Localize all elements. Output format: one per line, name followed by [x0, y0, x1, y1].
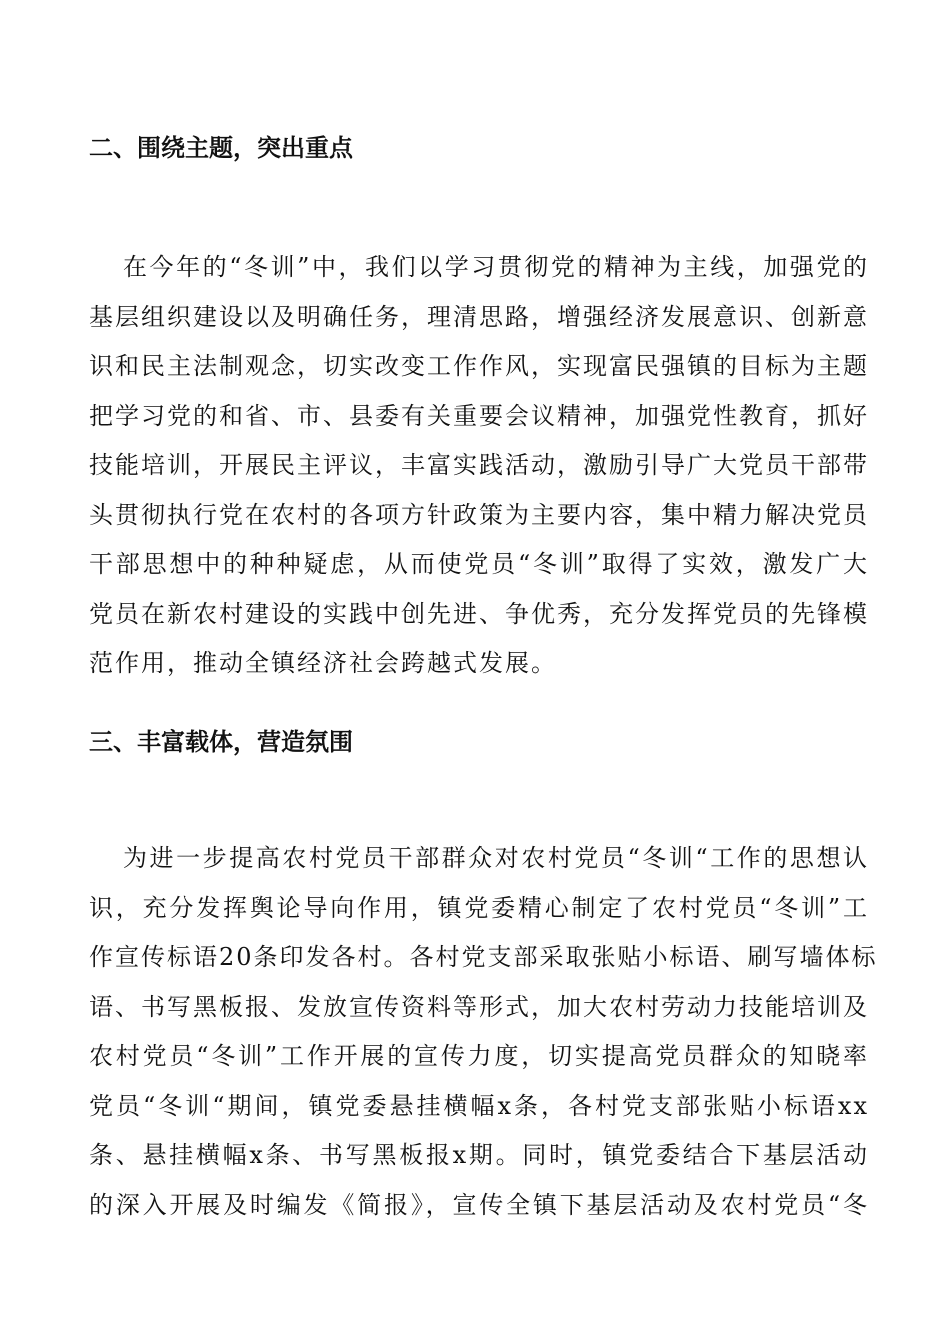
paragraph-line: 识，充分发挥舆论导向作用，镇党委精心制定了农村党员“冬训”工 [89, 893, 869, 922]
paragraph-line: 作宣传标语20条印发各村。各村党支部采取张贴小标语、刷写墙体标 [89, 943, 878, 971]
paragraph-line: 农村党员“冬训”工作开展的宣传力度，切实提高党员群众的知晓率 [89, 1042, 869, 1070]
paragraph-line: 语、书写黑板报、发放宣传资料等形式，加大农村劳动力技能培训及 [89, 992, 869, 1021]
paragraph-line: 的深入开展及时编发《简报》，宣传全镇下基层活动及农村党员“冬 [89, 1190, 869, 1219]
section-heading-3: 三、丰富载体，营造氛围 [89, 728, 353, 756]
paragraph-line: 干部思想中的种种疑虑，从而使党员“冬训”取得了实效，激发广大 [89, 550, 869, 578]
section-heading-2: 二、围绕主题，突出重点 [89, 134, 353, 162]
section-2-paragraph [89, 243, 869, 689]
paragraph-line: 党员“冬训“期间，镇党委悬挂横幅x条，各村党支部张贴小标语xx [89, 1091, 869, 1120]
paragraph-line: 头贯彻执行党在农村的各项方针政策为主要内容，集中精力解决党员 [89, 500, 869, 529]
paragraph-line: 在今年的“冬训”中，我们以学习贯彻党的精神为主线，加强党的 [123, 253, 869, 281]
paragraph-line: 为进一步提高农村党员干部群众对农村党员“冬训“工作的思想认 [123, 844, 869, 872]
paragraph-line: 把学习党的和省、市、县委有关重要会议精神，加强党性教育，抓好 [89, 401, 869, 430]
paragraph-line: 党员在新农村建设的实践中创先进、争优秀，充分发挥党员的先锋模 [89, 599, 869, 628]
paragraph-line: 范作用，推动全镇经济社会跨越式发展。 [89, 649, 557, 677]
section-3-paragraph [89, 834, 878, 1230]
paragraph-line: 条、悬挂横幅x条、书写黑板报x期。同时，镇党委结合下基层活动 [89, 1141, 869, 1169]
paragraph-line: 技能培训，开展民主评议，丰富实践活动，激励引导广大党员干部带 [89, 451, 869, 479]
paragraph-line: 识和民主法制观念，切实改变工作作风，实现富民强镇的目标为主题 [89, 352, 869, 380]
paragraph-line: 基层组织建设以及明确任务，理清思路，增强经济发展意识、创新意 [89, 302, 869, 331]
